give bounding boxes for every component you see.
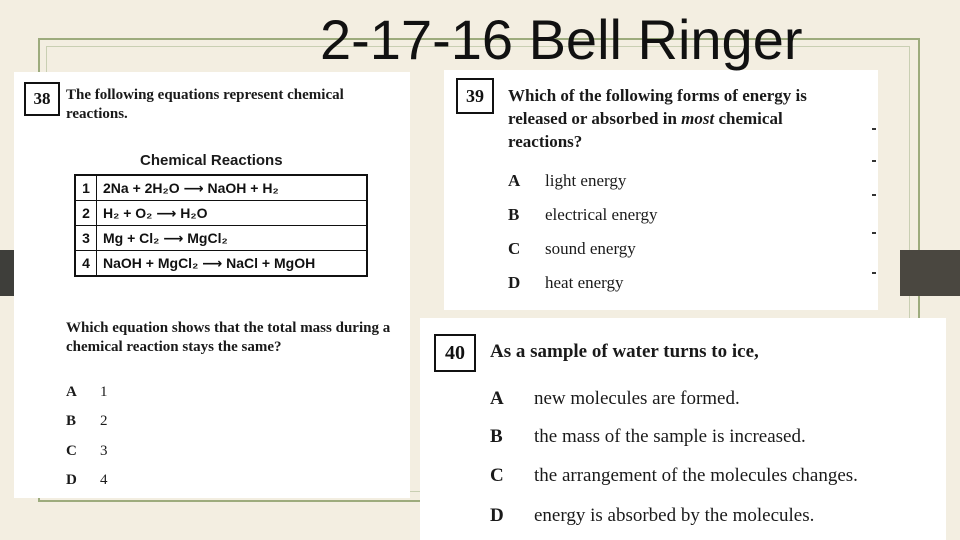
table-title: Chemical Reactions bbox=[140, 152, 283, 169]
option-text: 4 bbox=[100, 472, 108, 488]
option-text: the arrangement of the molecules changes. bbox=[534, 465, 858, 486]
answer-option-c[interactable] bbox=[490, 465, 858, 487]
answer-option-b[interactable] bbox=[508, 205, 657, 225]
reaction-equation: Mg + Cl₂ ⟶ MgCl₂ bbox=[97, 226, 368, 251]
table-row bbox=[75, 251, 367, 277]
reaction-number: 2 bbox=[75, 201, 97, 226]
table-row bbox=[75, 201, 367, 226]
option-letter: A bbox=[66, 384, 77, 400]
option-text: new molecules are formed. bbox=[534, 388, 740, 409]
question-stem: The following equations represent chemical reactions. bbox=[66, 87, 344, 122]
scan-artifact bbox=[872, 194, 876, 196]
answer-option-b[interactable] bbox=[490, 426, 806, 448]
reaction-equation: NaOH + MgCl₂ ⟶ NaCl + MgOH bbox=[97, 251, 368, 277]
option-letter: A bbox=[508, 171, 521, 190]
reaction-number: 1 bbox=[75, 175, 97, 201]
option-letter: B bbox=[508, 205, 520, 224]
answer-option-d[interactable] bbox=[66, 472, 108, 489]
question-number-badge: 39 bbox=[456, 78, 494, 114]
option-letter: D bbox=[66, 472, 77, 488]
answer-option-d[interactable] bbox=[490, 505, 814, 527]
option-text: light energy bbox=[545, 171, 627, 190]
option-letter: B bbox=[66, 413, 77, 429]
answer-option-a[interactable] bbox=[66, 384, 108, 401]
answer-option-b[interactable] bbox=[66, 413, 108, 430]
option-text: 1 bbox=[100, 384, 108, 400]
table-row bbox=[75, 226, 367, 251]
option-letter: D bbox=[490, 505, 504, 526]
option-letter: C bbox=[508, 239, 521, 258]
option-letter: C bbox=[66, 443, 77, 459]
reaction-number: 4 bbox=[75, 251, 97, 277]
option-letter: D bbox=[508, 273, 521, 292]
option-text: heat energy bbox=[545, 273, 624, 292]
answer-option-d[interactable] bbox=[508, 273, 624, 293]
reactions-table bbox=[74, 174, 368, 277]
question-number-badge: 40 bbox=[434, 334, 476, 372]
scan-artifact bbox=[872, 160, 876, 162]
question-39-panel bbox=[444, 70, 878, 310]
table-row bbox=[75, 175, 367, 201]
slide-title: 2-17-16 Bell Ringer bbox=[320, 8, 803, 71]
reaction-equation: H₂ + O₂ ⟶ H₂O bbox=[97, 201, 368, 226]
question-stem: As a sample of water turns to ice, bbox=[490, 341, 759, 362]
stem-emphasis: most bbox=[681, 109, 715, 128]
option-text: the mass of the sample is increased. bbox=[534, 426, 806, 447]
decorative-band-right bbox=[900, 250, 960, 296]
answer-option-c[interactable] bbox=[508, 239, 636, 259]
decorative-band-left bbox=[0, 250, 14, 296]
stem-text-end: chemical reactions? bbox=[508, 109, 783, 151]
option-text: 3 bbox=[100, 443, 108, 459]
scan-artifact bbox=[872, 232, 876, 234]
reaction-number: 3 bbox=[75, 226, 97, 251]
question-38-panel bbox=[14, 72, 410, 498]
question-number-badge: 38 bbox=[24, 82, 60, 116]
answer-option-a[interactable] bbox=[490, 388, 740, 410]
option-letter: B bbox=[490, 426, 503, 447]
option-text: energy is absorbed by the molecules. bbox=[534, 505, 815, 526]
option-text: electrical energy bbox=[545, 205, 658, 224]
scan-artifact bbox=[872, 128, 876, 130]
question-40-panel bbox=[420, 318, 946, 540]
option-letter: C bbox=[490, 465, 504, 486]
option-letter: A bbox=[490, 388, 504, 409]
answer-option-c[interactable] bbox=[66, 443, 108, 460]
reaction-equation: 2Na + 2H₂O ⟶ NaOH + H₂ bbox=[97, 175, 368, 201]
question-prompt: Which equation shows that the total mass during a chemical reaction stays the same? bbox=[66, 320, 391, 355]
scan-artifact bbox=[872, 272, 876, 274]
question-stem bbox=[508, 84, 860, 153]
option-text: sound energy bbox=[545, 239, 636, 258]
option-text: 2 bbox=[100, 413, 108, 429]
answer-option-a[interactable] bbox=[508, 171, 626, 191]
stem-text: Which of the following forms of energy is released or absorbed in bbox=[508, 86, 807, 128]
